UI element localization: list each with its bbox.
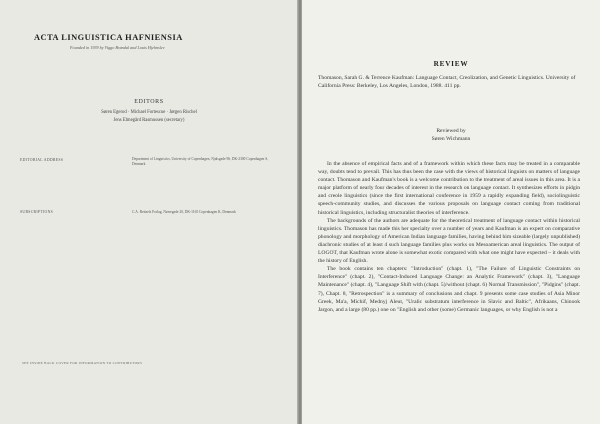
review-body (318, 160, 580, 314)
subscription-label: SUBSCRIPTIONS (20, 210, 54, 214)
editorial-address: Department of Linguistics, University of Copenhagen, Njalsgade 96, DK-2300 Copenhagen S, Denmark (132, 157, 269, 167)
series-title: ACTA LINGUISTICA HAFNIENSIA (34, 33, 183, 42)
editors-heading: EDITORS (134, 99, 164, 105)
reviewed-by-label: Reviewed by (436, 128, 466, 134)
reviewer-name: Søren Wichmann (431, 136, 471, 142)
review-paragraph-2: The backgrounds of the authors are adequate for the theoretical treatment of language contact within historical linguistics. Thomason has made this her specialty over a number of years and Kaufman is an expert on comparative phonology and morphology of American Indian language families, having behind him sizeable (largely unpublished) diachronic studies of at least 4 such language families plus works on Mesoamerican areal linguistics. The output of LOGOT, that Kaufman wrote alone is somewhat exotic compared with what one might have expected – it deals with the history of English. (318, 217, 580, 265)
contributors-footer-note: SEE INSIDE BACK COVER FOR INFORMATION TO CONTRIBUTORS (22, 361, 143, 365)
editors-line-1: Søren Egerod · Michael Fortescue · Jørgen Rischel (101, 110, 197, 115)
review-citation: Thomason, Sarah G. & Terrence Kaufman: Language Contact, Creolization, and Genetic Linguistics. University of California Press: Berkeley, Los Angeles, London, 1988. 411 pp. (318, 75, 576, 90)
subscription-address: C.A. Reitzels Forlag, Nørregade 20, DK-1165 Copenhagen K, Denmark (132, 210, 236, 214)
series-subtitle: Founded in 1939 by Viggo Brøndal and Louis Hjelmslev (70, 45, 165, 50)
review-heading: REVIEW (433, 60, 469, 68)
editorial-address-label: EDITORIAL ADDRESS (20, 158, 64, 162)
review-paragraph-1: In the absence of empirical facts and of a framework within which these facts may be treated in a comparable way, doubts tend to prevail. This has thus been the case with the views of historical linguists on matters of language contact. Thomason and Kaufman's book is a welcome contribution to the treatment of areal issues in this area. It is a major platform of nearly four decades of interest in the research on language contact. It synthesizes efforts in pidgin and creole linguistics (since the first international conference in 1959 a rapidly expanding field), sociolinguistic speech-community studies, and discusses the various proposals on language contact coming from traditional historical linguistics, including structuralist theories of interference. (318, 161, 580, 216)
review-paragraph-3: The book contains ten chapters: "Introduction" (chapt. 1), "The Failure of Linguistic Constraints on Interference" (chapt. 2), "Contact-Induced Language Change: an Analytic Framework" (chapt. 3), "Language Maintenance" (chapt. 4), "Language Shift with (chapt. 5)/without (chapt. 6) Normal Transmission", "Pidgins" (chapt. 7), Chapt. 8, "Retrospection" is a summary of conclusions and chapt. 9 presents some case studies of Asia Minor Greek, Ma'a, Michif, Mednyj Aleut, "Uralic substratum interference in Slavic and Baltic", Afrikaans, Chinook Jargon, and a large (80 pp.) one on "English and other (some) Germanic languages, or why English is not a (318, 266, 580, 313)
left-page (0, 0, 298, 424)
right-page (302, 0, 600, 424)
editors-line-2: Jens Elmegård Rasmussen (secretary) (113, 118, 185, 123)
